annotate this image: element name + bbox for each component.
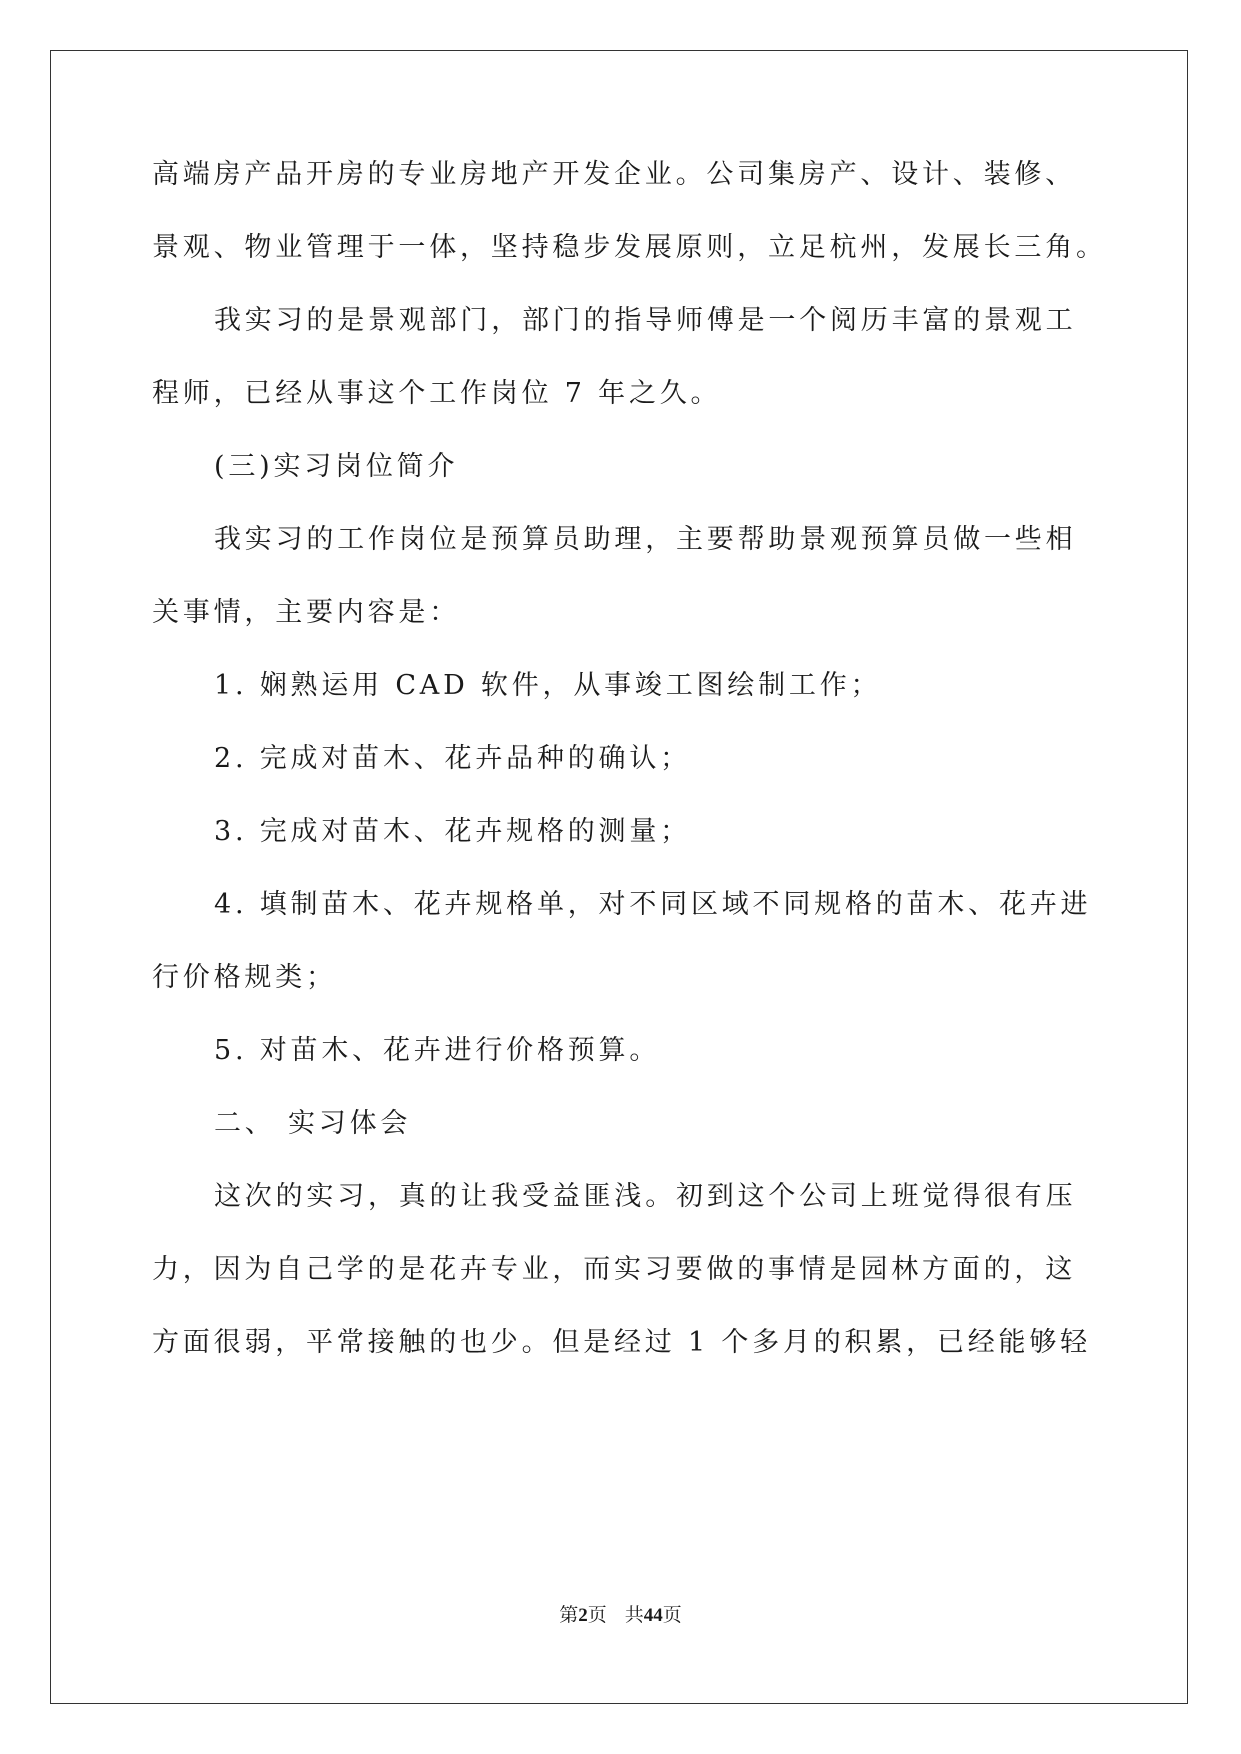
paragraph-start: 这次的实习，真的让我受益匪浅。初到这个公司上班觉得很有压 — [214, 1181, 1077, 1212]
text-line: 高端房产品开房的专业房地产开发企业。公司集房产、设计、装修、 — [152, 159, 1076, 190]
list-item: 1. 娴熟运用 CAD 软件，从事竣工图绘制工作； — [214, 670, 882, 701]
list-item: 2. 完成对苗木、花卉品种的确认； — [214, 743, 691, 774]
text-line: 行价格规类； — [152, 962, 337, 993]
page-border — [50, 50, 1188, 1704]
total-pages: 44 — [643, 1605, 663, 1626]
total-suffix: 页 — [662, 1605, 682, 1626]
text-line: 程师，已经从事这个工作岗位 7 年之久。 — [152, 378, 722, 409]
list-item: 4. 填制苗木、花卉规格单，对不同区域不同规格的苗木、花卉进 — [214, 889, 1092, 920]
page-footer — [0, 1600, 1241, 1627]
list-item: 5. 对苗木、花卉进行价格预算。 — [214, 1035, 661, 1066]
text-line: 力，因为自己学的是花卉专业，而实习要做的事情是园林方面的，这 — [152, 1254, 1076, 1285]
text-line: 关事情，主要内容是： — [152, 597, 460, 628]
total-prefix: 共 — [624, 1605, 644, 1626]
list-item: 3. 完成对苗木、花卉规格的测量； — [214, 816, 691, 847]
section-heading: 二、 实习体会 — [214, 1108, 412, 1139]
text-line: 方面很弱，平常接触的也少。但是经过 1 个多月的积累，已经能够轻 — [152, 1327, 1091, 1358]
text-line: 景观、物业管理于一体，坚持稳步发展原则，立足杭州，发展长三角。 — [152, 232, 1107, 263]
page-suffix: 页 — [587, 1605, 607, 1626]
paragraph-start: 我实习的是景观部门，部门的指导师傅是一个阅历丰富的景观工 — [214, 305, 1077, 336]
paragraph-start: 我实习的工作岗位是预算员助理，主要帮助景观预算员做一些相 — [214, 524, 1077, 555]
page-prefix: 第 — [559, 1605, 579, 1626]
section-heading: (三)实习岗位简介 — [214, 451, 459, 482]
page-number: 2 — [578, 1605, 588, 1626]
